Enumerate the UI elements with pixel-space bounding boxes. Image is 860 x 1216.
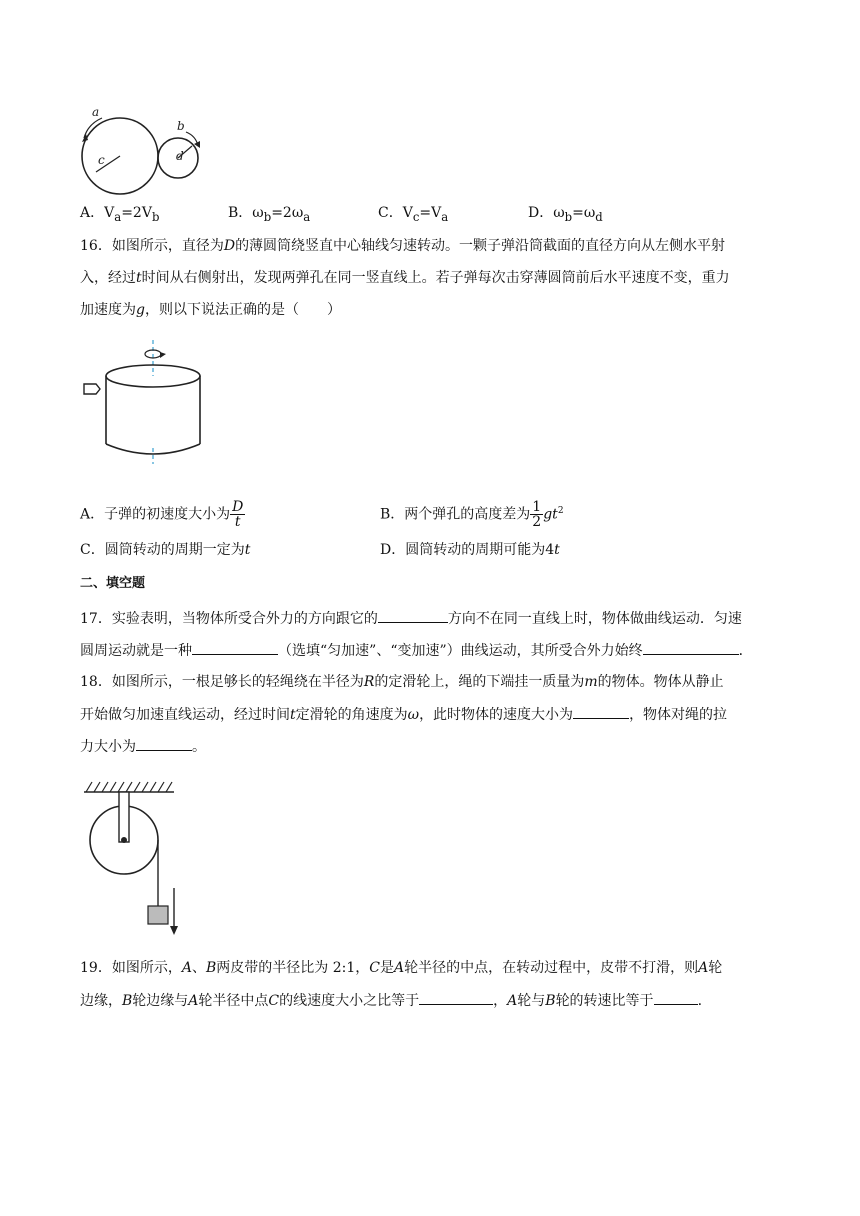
q19-line-2: 边缘，B轮边缘与A轮半径中点C的线速度大小之比等于 ，A轮与B轮的转速比等于 . [80, 990, 702, 1011]
pulley-figure [80, 780, 180, 936]
q19-blank-1[interactable] [419, 990, 493, 1005]
q17-blank-3[interactable] [643, 640, 739, 655]
q19-line-1: 19．如图所示，A、B两皮带的半径比为 2:1，C是A轮半径的中点，在转动过程中，皮带不打滑，则A轮 [80, 960, 723, 976]
q15-option-a: A．$V_a=2V_b$ [80, 205, 160, 224]
q15-option-d: D．$\omega_b=\omega_d$ [528, 205, 603, 224]
q16-option-b: B．两个弹孔的高度差为 $\frac{1}{2}$ $gt^2$ [380, 499, 564, 530]
q18-blank-2[interactable] [136, 736, 192, 751]
q15-option-b: B．$\omega_b=2\omega_a$ [228, 205, 311, 224]
label-b: b [177, 119, 185, 133]
q17-blank-1[interactable] [378, 608, 448, 623]
q16-option-d: D．圆筒转动的周期可能为4t [380, 542, 560, 558]
q16-option-c: C．圆筒转动的周期一定为t [80, 542, 251, 558]
rotating-cylinder-figure [80, 340, 210, 464]
q19-blank-2[interactable] [654, 990, 698, 1005]
q18-line-3: 力大小为 。 [80, 736, 206, 757]
q18-line-2: 开始做匀加速直线运动，经过时间t定滑轮的角速度为ω，此时物体的速度大小为 ，物体对绳的拉 [80, 704, 727, 725]
label-a: a [92, 105, 100, 119]
section-header-fill-in: 二、填空题 [80, 576, 146, 591]
q16-option-a: A．子弹的初速度大小为 $\frac{D}{t}$ [80, 499, 244, 530]
q17-blank-2[interactable] [192, 640, 278, 655]
label-c: c [98, 153, 105, 167]
q16-line-3: 加速度为g，则以下说法正确的是（ ） [80, 302, 341, 318]
q16-line-1: 16．如图所示，直径为D的薄圆筒绕竖直中心轴线匀速转动。一颗子弹沿筒截面的直径方向从左侧水平射 [80, 238, 726, 254]
q18-blank-1[interactable] [573, 704, 629, 719]
q18-line-1: 18．如图所示，一根足够长的轻绳绕在半径为R的定滑轮上，绳的下端挂一质量为m的物体。物体从静止 [80, 674, 724, 690]
q15-option-c: C．$V_c=V_a$ [378, 205, 449, 224]
q17-line-1: 17．实验表明，当物体所受合外力的方向跟它的 方向不在同一直线上时，物体做曲线运动．匀速 [80, 608, 742, 629]
q16-line-2: 入，经过t时间从右侧射出，发现两弹孔在同一竖直线上。若子弹每次击穿薄圆筒前后水平速度不变，重力 [80, 270, 730, 286]
q17-line-2: 圆周运动就是一种 （选填“匀加速”、“变加速”）曲线运动，其所受合外力始终 ． [80, 640, 753, 661]
gear-wheels-figure [74, 102, 204, 196]
label-d: d [176, 149, 184, 163]
